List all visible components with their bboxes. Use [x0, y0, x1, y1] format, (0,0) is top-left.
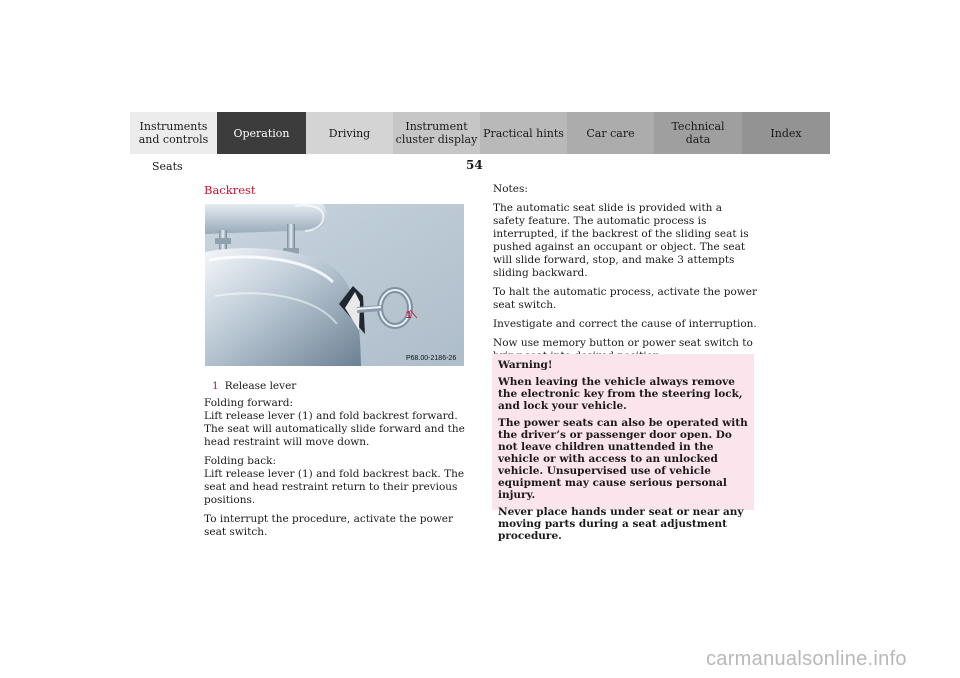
tab-technical-data[interactable]: Technical data	[654, 112, 742, 154]
tab-practical-hints[interactable]: Practical hints	[480, 112, 567, 154]
warning-title: Warning!	[498, 359, 553, 371]
tab-driving[interactable]: Driving	[306, 112, 393, 154]
investigate-paragraph: Investigate and correct the cause of interruption.	[493, 318, 757, 330]
legend-number: 1	[212, 380, 219, 392]
folding-back-paragraph: Folding back: Lift release lever (1) and fold backrest back. The seat and head restraint return to their previous positions.	[204, 455, 465, 506]
halt-paragraph: To halt the automatic process, activate the power seat switch.	[493, 286, 757, 311]
tab-index[interactable]: Index	[742, 112, 830, 154]
figure-callout-1: 1	[406, 310, 412, 321]
notes-label: Notes:	[493, 183, 528, 195]
right-column-text	[493, 183, 757, 369]
backrest-heading: Backrest	[204, 183, 256, 197]
tab-operation[interactable]: Operation	[217, 112, 306, 154]
folding-forward-paragraph: Folding forward: Lift release lever (1) and fold backrest forward. The seat will automatically slide forward and the head restraint will move down.	[204, 397, 465, 448]
backrest-illustration	[205, 204, 464, 366]
left-column-text	[204, 397, 466, 545]
memory-button-paragraph: Now use memory button or power seat switch to	[493, 337, 753, 349]
legend-text: Release lever	[224, 380, 297, 392]
figure-legend	[212, 380, 296, 393]
page-number: 54	[466, 158, 483, 172]
warning-paragraph-2: The power seats can also be operated with the driver’s or passenger door open. Do not leave children unattended in the vehicle or with access to an unlocked vehicle. Unsupervised use of vehicle equipment may cause serious personal injury.	[498, 417, 748, 501]
warning-paragraph-3: Never place hands under seat or near any moving parts during a seat adjustment procedure.	[498, 506, 744, 542]
warning-paragraph-1: When leaving the vehicle always remove the electronic key from the steering lock, and lock your vehicle.	[498, 376, 743, 412]
figure-code: P68.00-2186-26	[406, 355, 457, 362]
warning-box	[492, 354, 754, 542]
interrupt-paragraph: To interrupt the procedure, activate the power seat switch.	[204, 513, 454, 538]
tab-instruments-and-controls[interactable]: Instruments and controls	[130, 112, 217, 154]
section-tabs	[130, 112, 830, 154]
tab-car-care[interactable]: Car care	[567, 112, 654, 154]
tab-instrument-cluster-display[interactable]: Instrument cluster display	[393, 112, 480, 154]
section-title: Seats	[152, 160, 183, 173]
watermark: carmanualsonline.info	[706, 648, 907, 670]
safety-feature-paragraph: The automatic seat slide is provided with a safety feature. The automatic process is interrupted, if the backrest of the sliding seat is pushed against an occupant or object. The seat will slide forward, stop, and make 3 attempts sliding backward.	[493, 202, 749, 279]
